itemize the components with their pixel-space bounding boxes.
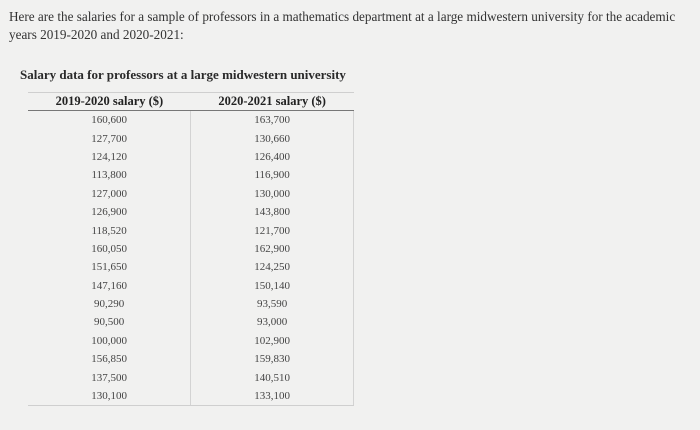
table-row bbox=[28, 332, 354, 350]
salary-2019-2020-cell: 126,900 bbox=[28, 203, 191, 221]
table-row bbox=[28, 111, 354, 130]
table-row bbox=[28, 295, 354, 313]
salary-2020-2021-cell: 163,700 bbox=[191, 111, 354, 130]
table-row bbox=[28, 148, 354, 166]
salary-table bbox=[28, 92, 354, 406]
column-header-2019-2020: 2019-2020 salary ($) bbox=[28, 93, 191, 111]
table-row bbox=[28, 350, 354, 368]
salary-2019-2020-cell: 160,050 bbox=[28, 240, 191, 258]
salary-2020-2021-cell: 93,000 bbox=[191, 313, 354, 331]
salary-2019-2020-cell: 90,290 bbox=[28, 295, 191, 313]
salary-2020-2021-cell: 116,900 bbox=[191, 166, 354, 184]
table-row bbox=[28, 368, 354, 386]
salary-2019-2020-cell: 130,100 bbox=[28, 387, 191, 406]
table-row bbox=[28, 129, 354, 147]
salary-2020-2021-cell: 121,700 bbox=[191, 221, 354, 239]
salary-2020-2021-cell: 162,900 bbox=[191, 240, 354, 258]
intro-paragraph: Here are the salaries for a sample of professors in a mathematics department at a large midwestern university for the academic years 2019-2020 and 2020-2021: bbox=[9, 9, 676, 42]
table-caption: Salary data for professors at a large midwestern university bbox=[20, 67, 346, 82]
salary-2020-2021-cell: 130,000 bbox=[191, 185, 354, 203]
salary-2019-2020-cell: 127,000 bbox=[28, 185, 191, 203]
column-header-2020-2021: 2020-2021 salary ($) bbox=[191, 93, 354, 111]
salary-2019-2020-cell: 151,650 bbox=[28, 258, 191, 276]
salary-2019-2020-cell: 127,700 bbox=[28, 129, 191, 147]
table-body bbox=[28, 111, 354, 406]
salary-2020-2021-cell: 130,660 bbox=[191, 129, 354, 147]
salary-2020-2021-cell: 159,830 bbox=[191, 350, 354, 368]
table-row bbox=[28, 203, 354, 221]
salary-2020-2021-cell: 140,510 bbox=[191, 368, 354, 386]
salary-2019-2020-cell: 90,500 bbox=[28, 313, 191, 331]
salary-2020-2021-cell: 126,400 bbox=[191, 148, 354, 166]
salary-2019-2020-cell: 113,800 bbox=[28, 166, 191, 184]
table-row bbox=[28, 166, 354, 184]
table-row bbox=[28, 240, 354, 258]
table-header-row bbox=[28, 93, 354, 111]
salary-2019-2020-cell: 156,850 bbox=[28, 350, 191, 368]
salary-2019-2020-cell: 147,160 bbox=[28, 277, 191, 295]
salary-2020-2021-cell: 150,140 bbox=[191, 277, 354, 295]
table-row bbox=[28, 387, 354, 406]
salary-2020-2021-cell: 93,590 bbox=[191, 295, 354, 313]
salary-2019-2020-cell: 160,600 bbox=[28, 111, 191, 130]
table-row bbox=[28, 221, 354, 239]
salary-2019-2020-cell: 124,120 bbox=[28, 148, 191, 166]
salary-2020-2021-cell: 133,100 bbox=[191, 387, 354, 406]
salary-2020-2021-cell: 102,900 bbox=[191, 332, 354, 350]
table-row bbox=[28, 313, 354, 331]
table-row bbox=[28, 185, 354, 203]
table-row bbox=[28, 258, 354, 276]
salary-2020-2021-cell: 143,800 bbox=[191, 203, 354, 221]
salary-2019-2020-cell: 137,500 bbox=[28, 368, 191, 386]
salary-2019-2020-cell: 118,520 bbox=[28, 221, 191, 239]
table-row bbox=[28, 277, 354, 295]
salary-2019-2020-cell: 100,000 bbox=[28, 332, 191, 350]
salary-2020-2021-cell: 124,250 bbox=[191, 258, 354, 276]
